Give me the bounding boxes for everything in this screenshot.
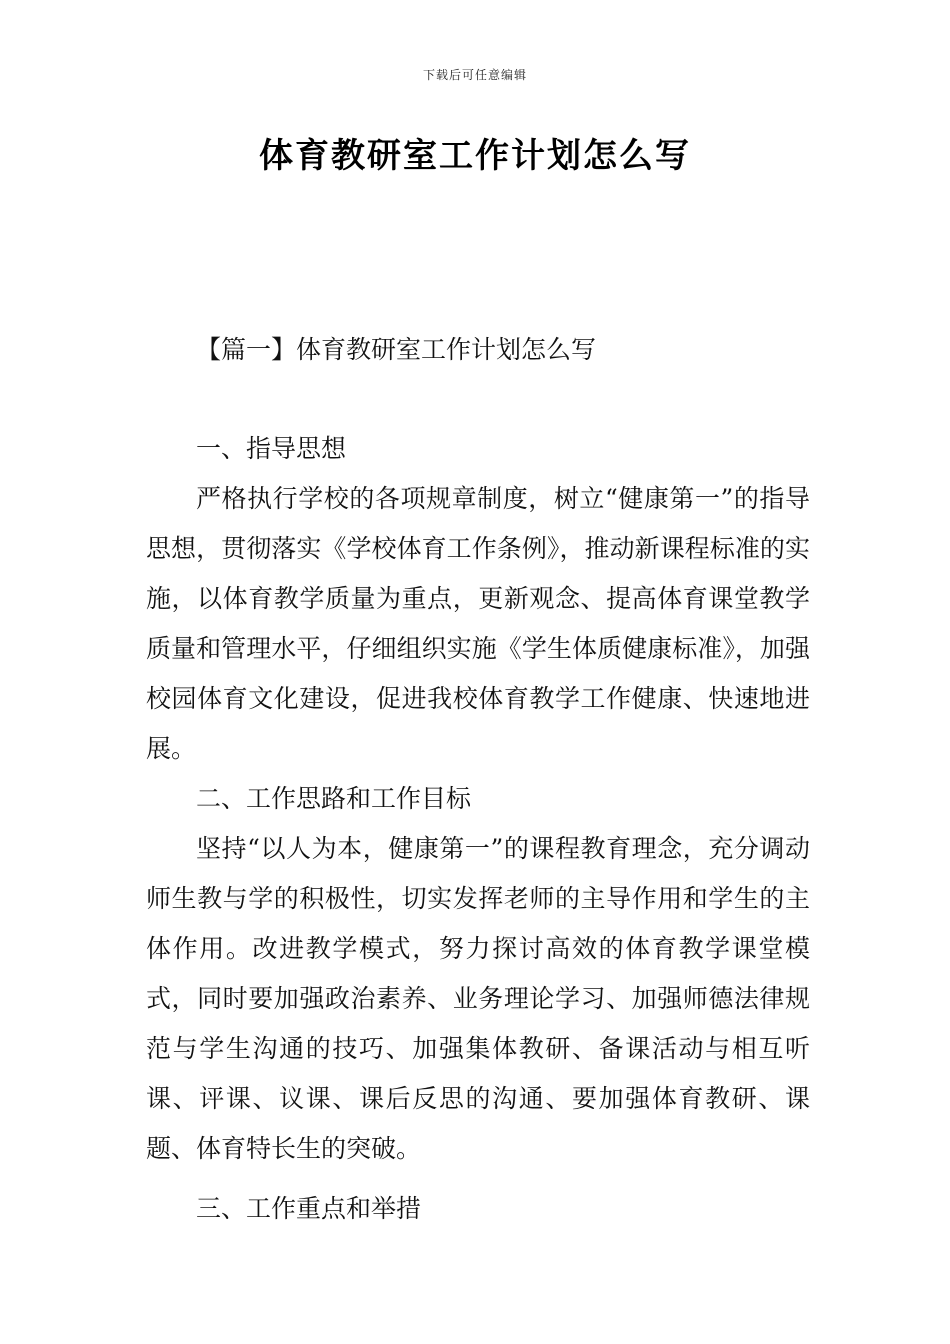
header-note: 下载后可任意编辑: [422, 68, 527, 82]
document-title: 体育教研室工作计划怎么写: [259, 136, 691, 176]
heading-guiding-ideology: 一、指导思想: [196, 434, 347, 463]
spacer: [146, 1174, 810, 1184]
paragraph-work-ideas-goals: 坚持“以人为本，健康第一”的课程教育理念，充分调动师生教与学的积极性，切实发挥老师的主导作用和学生的主体作用。改进教学模式，努力探讨高效的体育教学课堂模式，同时要加强政治素养、业务理论学习、加强师德法律规范与学生沟通的技巧、加强集体教研、备课活动与相互听课、评课、议课、课后反思的沟通、要加强体育教研、课题、体育特长生的突破。: [146, 834, 810, 1163]
heading-work-focus-measures: 三、工作重点和举措: [196, 1194, 422, 1223]
section-title: 【篇一】体育教研室工作计划怎么写: [196, 335, 597, 364]
heading-work-ideas-goals: 二、工作思路和工作目标: [196, 784, 472, 813]
paragraph-guiding-ideology: 严格执行学校的各项规章制度，树立“健康第一”的指导思想，贯彻落实《学校体育工作条例》，推动新课程标准的实施，以体育教学质量为重点，更新观念、提高体育课堂教学质量和管理水平，仔细组织实施《学生体质健康标准》，加强校园体育文化建设，促进我校体育教学工作健康、快速地进展。: [146, 484, 810, 763]
document-body: [146, 424, 810, 1234]
